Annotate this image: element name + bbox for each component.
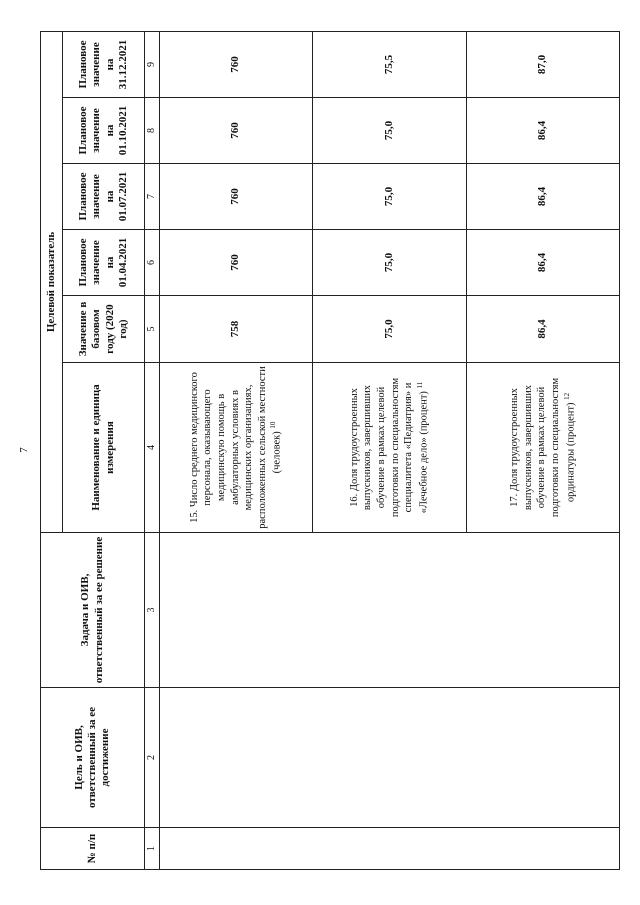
column-number: 4	[145, 363, 160, 533]
target-indicators-table	[40, 31, 620, 870]
value-cell: 86,4	[466, 230, 619, 296]
indicator-name-cell	[313, 363, 466, 533]
footnote-ref: 12	[562, 392, 571, 400]
column-number: 9	[145, 31, 160, 97]
indicator-text: 16. Доля трудоустроенных выпускников, завершивших обучение в рамках целевой подготовки по специальностям специалитета «Педиатрия» и «Лечебное дело» (процент)	[348, 377, 430, 518]
indicator-text: 15. Число среднего медицинского персонала, оказывающего медицинскую помощь в амбулаторных условиях в медицинских организациях, расположенных сельской местности (человек)	[188, 366, 283, 529]
header-base-value: Значение в базовом году (2020 год)	[62, 296, 144, 363]
value-cell: 86,4	[466, 164, 619, 230]
value-cell: 87,0	[466, 31, 619, 97]
column-number: 8	[145, 98, 160, 164]
header-number: № п/п	[41, 828, 145, 870]
page-number: 7	[18, 447, 30, 453]
value-cell: 758	[159, 296, 312, 363]
goal-cell	[159, 688, 619, 828]
value-cell: 75,5	[313, 31, 466, 97]
table-row	[159, 31, 312, 869]
value-cell: 760	[159, 98, 312, 164]
table-header-row-top	[41, 31, 63, 869]
value-cell: 760	[159, 31, 312, 97]
column-number: 3	[145, 533, 160, 688]
rotated-table-container	[40, 32, 620, 870]
column-number: 6	[145, 230, 160, 296]
value-cell: 75,0	[313, 296, 466, 363]
header-plan-q2: Плановое значение на 01.07.2021	[62, 164, 144, 230]
indicator-name-cell	[466, 363, 619, 533]
header-target-indicator: Целевой показатель	[41, 31, 63, 532]
header-task: Задача и ОИВ, ответственный за ее решение	[41, 533, 145, 688]
footnote-ref: 10	[269, 421, 278, 429]
header-plan-q1: Плановое значение на 01.04.2021	[62, 230, 144, 296]
column-number: 1	[145, 828, 160, 870]
header-indicator-name: Наименование и единица измерения	[62, 363, 144, 533]
column-number-row	[145, 31, 160, 869]
number-cell	[159, 828, 619, 870]
value-cell: 75,0	[313, 164, 466, 230]
indicator-text: 17. Доля трудоустроенных выпускников, завершивших обучение в рамках целевой подготовки по специальностям ординатуры (процент)	[508, 377, 576, 518]
header-plan-q4: Плановое значение на 31.12.2021	[62, 31, 144, 97]
value-cell: 75,0	[313, 230, 466, 296]
value-cell: 86,4	[466, 98, 619, 164]
task-cell	[159, 533, 619, 688]
indicator-name-cell	[159, 363, 312, 533]
value-cell: 86,4	[466, 296, 619, 363]
value-cell: 75,0	[313, 98, 466, 164]
column-number: 5	[145, 296, 160, 363]
column-number: 2	[145, 688, 160, 828]
header-plan-q3: Плановое значение на 01.10.2021	[62, 98, 144, 164]
header-goal: Цель и ОИВ, ответственный за ее достижение	[41, 688, 145, 828]
value-cell: 760	[159, 164, 312, 230]
footnote-ref: 11	[415, 381, 424, 389]
column-number: 7	[145, 164, 160, 230]
value-cell: 760	[159, 230, 312, 296]
